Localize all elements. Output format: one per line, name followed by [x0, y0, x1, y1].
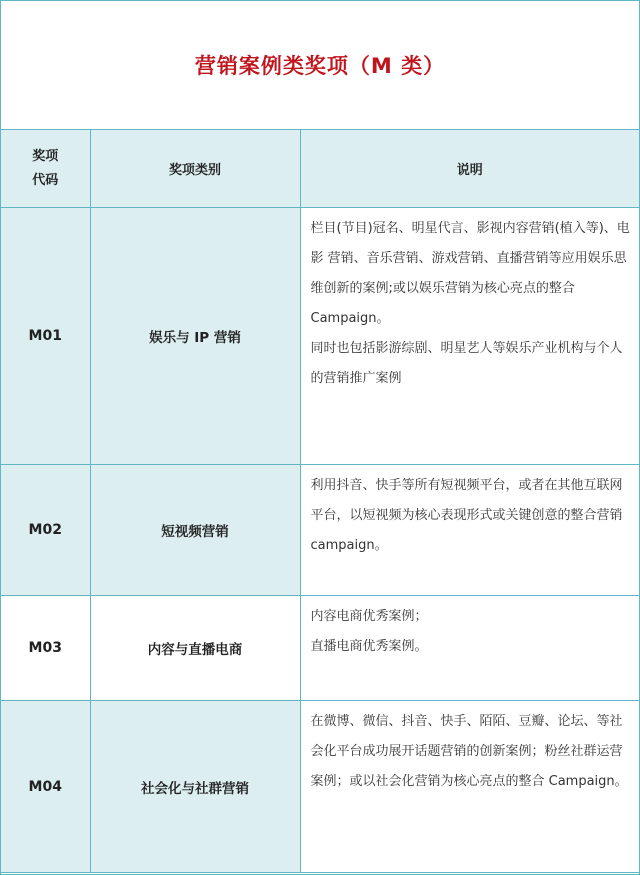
award-description [300, 596, 639, 701]
header-code-line2: 代码 [32, 172, 59, 188]
table-row [1, 701, 639, 873]
award-category: 内容与直播电商 [90, 596, 300, 701]
description-paragraph: 同时也包括影游综剧、明星艺人等娱乐产业机构与个人的营销推广案例 [310, 341, 623, 386]
awards-table [1, 130, 639, 873]
award-description [300, 465, 639, 596]
header-award-category: 奖项类别 [90, 130, 300, 208]
title-box [1, 1, 639, 130]
award-category: 社会化与社群营销 [90, 701, 300, 873]
page-title: 营销案例类奖项（M 类） [194, 54, 446, 78]
table-row [1, 465, 639, 596]
description-paragraph: 直播电商优秀案例。 [310, 639, 428, 654]
award-code: M02 [1, 465, 90, 596]
award-category: 娱乐与 IP 营销 [90, 208, 300, 465]
description-paragraph: 内容电商优秀案例； [310, 609, 428, 624]
table-row [1, 596, 639, 701]
award-description [300, 701, 639, 873]
header-description: 说明 [300, 130, 639, 208]
description-paragraph: 栏目(节目)冠名、明星代言、影视内容营销(植入等)、电影 营销、音乐营销、游戏营销、直播营销等应用娱乐思维创新的案例;或以娱乐营销为核心亮点的整合 Campaign。 [310, 221, 630, 326]
award-category: 短视频营销 [90, 465, 300, 596]
award-description [300, 208, 639, 465]
award-code: M03 [1, 596, 90, 701]
award-code: M01 [1, 208, 90, 465]
header-code-line1: 奖项 [32, 148, 59, 164]
header-award-code [1, 130, 90, 208]
table-header-row [1, 130, 639, 208]
description-paragraph: 在微博、微信、抖音、快手、陌陌、豆瓣、论坛、等社会化平台成功展开话题营销的创新案例；粉丝社群运营案例；或以社会化营销为核心亮点的整合 Campaign。 [310, 714, 628, 789]
description-paragraph: 利用抖音、快手等所有短视频平台，或者在其他互联网平台，以短视频为核心表现形式或关键创意的整合营销 campaign。 [310, 478, 623, 553]
award-code: M04 [1, 701, 90, 873]
table-row [1, 208, 639, 465]
